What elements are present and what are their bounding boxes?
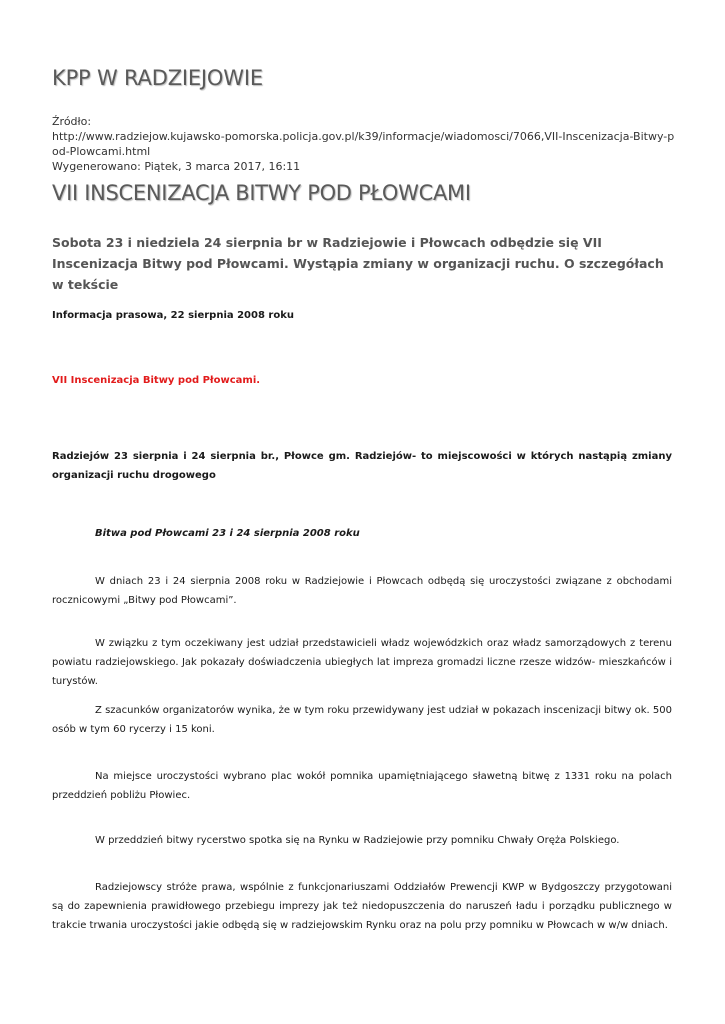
article-lead: Sobota 23 i niedziela 24 sierpnia br w Radziejowie i Płowcach odbędzie się VII Inscenizacja Bitwy pod Płowcami. Wystąpia zmiany w organizacji ruchu. O szczegółach w tekście [52,235,664,292]
generated-date: Wygenerowano: Piątek, 3 marca 2017, 16:11 [52,160,301,173]
body-paragraph-2: W związku z tym oczekiwany jest udział przedstawicieli władz wojewódzkich oraz władz samorządowych z terenu powiatu radziejowskiego. Jak pokazały doświadczenia ubiegłych lat impreza gromadzi liczne rzesze widzów- mieszkańców i turystów. [52,638,672,687]
body-paragraph-3: Z szacunków organizatorów wynika, że w tym roku przewidywany jest udział w pokazach inscenizacji bitwy ok. 500 osób w tym 60 rycerzy i 15 koni. [52,705,672,735]
red-heading: VII Inscenizacja Bitwy pod Płowcami. [52,375,261,386]
body-paragraph-6: Radziejowscy stróże prawa, wspólnie z funkcjonariuszami Oddziałów Prewencji KWP w Bydgoszczy przygotowani są do zapewnienia prawidłowego przebiegu imprezy jak też niedopuszczenia do naruszeń ładu i porządku publicznego w trakcie trwania uroczystości jakie odbędą się w radziejowskim Rynku oraz na polu przy pomniku w Płowcach w w/w dniach. [52,882,672,931]
body-paragraph-4: Na miejsce uroczystości wybrano plac wokół pomnika upamiętniającego sławetną bitwę z 1331 roku na polach przeddzień pobliżu Płowiec. [52,771,672,801]
site-title: KPP W RADZIEJOWIE [52,66,263,90]
source-label: Źródło: [52,115,92,128]
document-meta [52,114,676,174]
body-paragraph-1: W dniach 23 i 24 sierpnia 2008 roku w Radziejowie i Płowcach odbędą się uroczystości związane z obchodami rocznicowymi „Bitwy pod Płowcami”. [52,576,672,606]
press-info: Informacja prasowa, 22 sierpnia 2008 roku [52,310,294,321]
source-url[interactable]: http://www.radziejow.kujawsko-pomorska.policja.gov.pl/k39/informacje/wiadomosci/7066,VII-Inscenizacja-Bitwy-pod-Plowcami.html [52,130,675,158]
battle-subheading: Bitwa pod Płowcami 23 i 24 sierpnia 2008 roku [95,528,360,539]
article-title: VII INSCENIZACJA BITWY POD PŁOWCAMI [52,181,471,205]
body-paragraph-5: W przeddzień bitwy rycerstwo spotka się na Rynku w Radziejowie przy pomniku Chwały Oręża Polskiego. [95,835,620,846]
locations-paragraph: Radziejów 23 sierpnia i 24 sierpnia br., Płowce gm. Radziejów- to miejscowości w których nastąpią zmiany organizacji ruchu drogowego [52,451,672,481]
